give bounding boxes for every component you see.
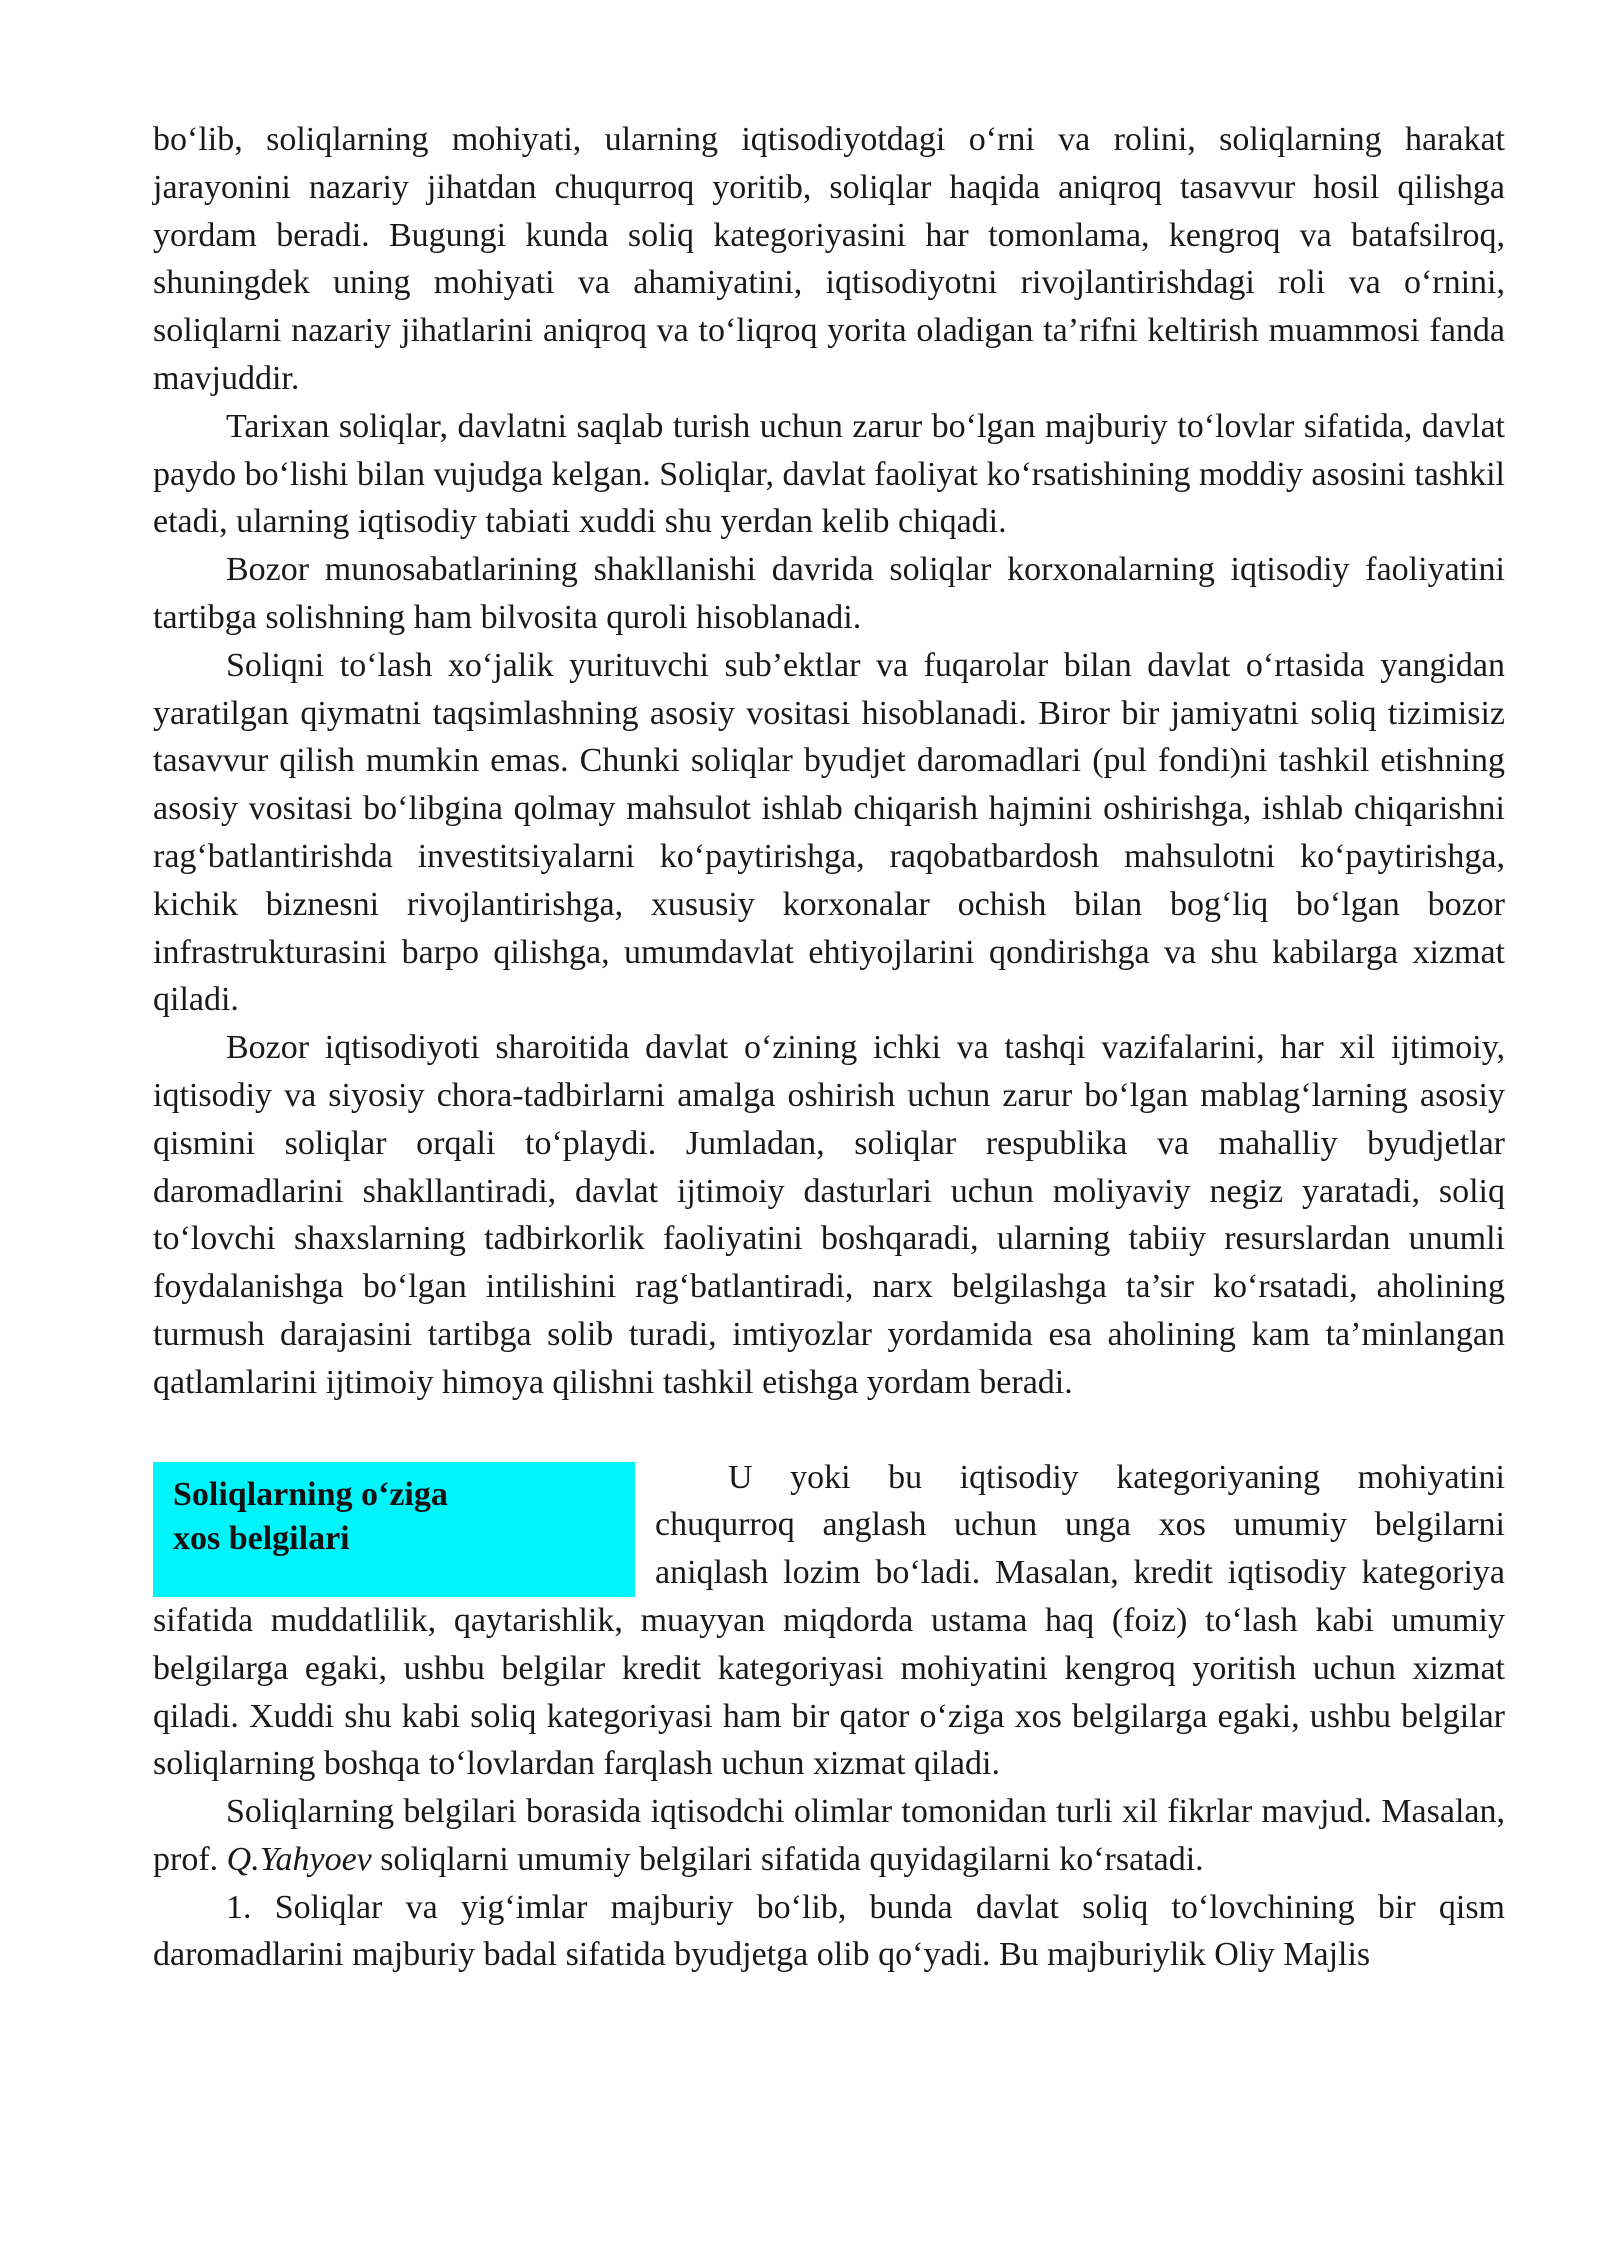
section-heading-line-1: Soliqlarning o‘ziga <box>173 1475 448 1513</box>
section-heading-line-2: xos belgilari <box>173 1519 350 1557</box>
paragraph-characteristics: U yoki bu iqtisodiy kategoriyaning mohiyatini chuqurroq anglash uchun unga xos umumiy belgilarni aniqlash lozim bo‘ladi. Masalan, kredit iqtisodiy kategoriya sifatida muddatlilik, qaytarishlik, muayyan miqdorda ustama haq (foiz) to‘lash kabi umumiy belgilarga egaki, ushbu belgilar kredit kategoriyasi mohiyatini kengroq yoritish uchun xizmat qiladi. Xuddi shu kabi soliq kategoriyasi ham bir qator o‘ziga xos belgilarga egaki, ushbu belgilar soliqlarning boshqa to‘lovlardan farqlash uchun xizmat qiladi. <box>153 1458 1505 1783</box>
section-heading-box <box>153 1462 635 1597</box>
example-before: Masalan, prof. <box>153 1793 1506 1878</box>
opinions-text: Soliqlarning belgilari borasida iqtisodchi olimlar tomonidan turli xil fikrlar mavjud. <box>226 1793 1373 1831</box>
author-name: Q.Yahyoev <box>226 1840 372 1878</box>
paragraph-opinions <box>153 1788 1505 1884</box>
section-tax-features <box>153 1454 1505 1789</box>
document-page <box>153 116 1505 1979</box>
paragraph-market-economy: Bozor iqtisodiyoti sharoitida davlat o‘zining ichki va tashqi vazifalarini, har xil ijtimoiy, iqtisodiy va siyosiy chora-tadbirlarni amalga oshirish uchun zarur bo‘lgan mablag‘larning asosiy qismini soliqlar orqali to‘playdi. Jumladan, soliqlar respublika va mahalliy byudjetlar daromadlarini shakllantiradi, davlat ijtimoiy dasturlari uchun moliyaviy negiz yaratadi, soliq to‘lovchi shaxslarning tadbirkorlik faoliyatini boshqaradi, ularning tabiiy resurslardan unumli foydalanishga bo‘lgan intilishini rag‘batlantiradi, narx belgilashga ta’sir ko‘rsatadi, aholining turmush darajasini tartibga solib turadi, imtiyozlar yordamida esa aholining kam ta’minlangan qatlamlarini ijtimoiy himoya qilishni tashkil etishga yordam beradi. <box>153 1029 1505 1401</box>
paragraph-history: Tarixan soliqlar, davlatni saqlab turish uchun zarur bo‘lgan majburiy to‘lovlar sifatida, davlat paydo bo‘lishi bilan vujudga kelgan. Soliqlar, davlat faoliyat ko‘rsatishining moddiy asosini tashkil etadi, ularning iqtisodiy tabiati xuddi shu yerdan kelib chiqadi. <box>153 407 1505 541</box>
list-item-1: 1. Soliqlar va yig‘imlar majburiy bo‘lib, bunda davlat soliq to‘lovchining bir qism daromadlarini majburiy badal sifatida byudjetga olib qo‘yadi. Bu majburiylik Oliy Majlis <box>153 1888 1505 1974</box>
section-heading <box>153 1462 635 1561</box>
section-gap <box>153 1407 1505 1454</box>
paragraph-intro: bo‘lib, soliqlarning mohiyati, ularning iqtisodiyotdagi o‘rni va rolini, soliqlarning harakat jarayonini nazariy jihatdan chuqurroq yoritib, soliqlar haqida aniqroq tasavvur hosil qilishga yordam beradi. Bugungi kunda soliq kategoriyasini har tomonlama, kengroq va batafsilroq, shuningdek uning mohiyati va ahamiyatini, iqtisodiyotni rivojlantirishdagi roli va o‘rnini, soliqlarni nazariy jihatlarini aniqroq va to‘liqroq yorita oladigan ta’rifni keltirish muammosi fanda mavjuddir. <box>153 121 1505 397</box>
example-after: soliqlarni umumiy belgilari sifatida quyidagilarni ko‘rsatadi. <box>371 1840 1204 1878</box>
paragraph-market-relations: Bozor munosabatlarining shakllanishi davrida soliqlar korxonalarning iqtisodiy faoliyatini tartibga solishning ham bilvosita quroli hisoblanadi. <box>153 551 1505 636</box>
paragraph-tax-payment: Soliqni to‘lash xo‘jalik yurituvchi sub’ektlar va fuqarolar bilan davlat o‘rtasida yangidan yaratilgan qiymatni taqsimlashning asosiy vositasi hisoblanadi. Biror bir jamiyatni soliq tizimisiz tasavvur qilish mumkin emas. Chunki soliqlar byudjet daromadlari (pul fondi)ni tashkil etishning asosiy vositasi bo‘libgina qolmay mahsulot ishlab chiqarish hajmini oshirishga, ishlab chiqarishni rag‘batlantirishda investitsiyalarni ko‘paytirishga, raqobatbardosh mahsulotni ko‘paytirishga, kichik biznesni rivojlantirishga, xususiy korxonalar ochish bilan bog‘liq bo‘lgan bozor infrastrukturasini barpo qilishga, umumdavlat ehtiyojlarini qondirishga va shu kabilarga xizmat qiladi. <box>153 646 1505 1019</box>
